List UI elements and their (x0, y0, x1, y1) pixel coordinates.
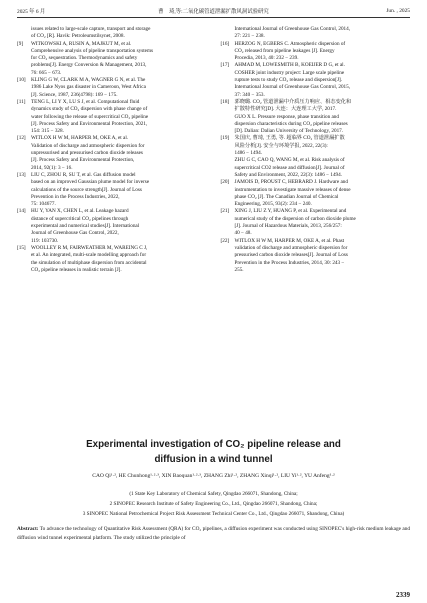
reference-line: WITLOX H W M, HARPER M, OKE A, et al. Phast (234, 237, 345, 244)
header-date: 2025 年 6 月 (17, 9, 46, 15)
reference-line: CO₂ released from pipeline leakages [J]. Energy (234, 47, 335, 54)
reference-line: Validation of discharge and atmospheric dispersion for (31, 142, 145, 149)
reference-line: for CO₂ sequestration. Thermodynamics and safety (31, 55, 138, 62)
reference-line: AHMAD M, LOWESMITH B, KOEIJER D G, et al. (234, 62, 345, 69)
article-title (0, 437, 427, 467)
reference-entry (221, 62, 411, 98)
reference-line: the simulation of multiphase dispersion from accidental (31, 259, 147, 266)
reference-line: Journal of Greenhouse Gas Control, 2022, (31, 230, 119, 237)
reference-number: [16] (220, 40, 230, 47)
reference-text (235, 238, 411, 274)
reference-line: International Journal of Greenhouse Gas Control, 2014, (234, 26, 351, 32)
reference-text (31, 245, 207, 274)
reference-line: 37: 340 − 353. (234, 91, 265, 98)
reference-line: water following the release of supercritical CO₂ pipeline (31, 113, 149, 120)
reference-line: 40 − 48. (234, 230, 252, 237)
reference-text (235, 135, 411, 179)
reference-line: COSHER joint industry project: Large scale pipeline (234, 69, 345, 76)
reference-line: WITLOX H W M, HARPER M, OKE A, et al. (31, 135, 129, 142)
reference-line: phase CO₂ [J]. The Canadian Journal of Chemical (234, 193, 339, 200)
reference-line: JAMOIS D, PROUST C, HEBRARD J. Hardware and (234, 179, 348, 186)
reference-line: GUO X L. Pressure response, phase transition and (234, 113, 339, 120)
reference-line: International Journal of Greenhouse Gas Control, 2015, (234, 84, 351, 91)
page-number: 2339 (396, 591, 410, 599)
abstract-text: To advance the technology of Quantitative Risk Assessment (QRA) for CO₂ pipelines, a diffusion experiment was conducted using SINOPEC's high-risk medium leakage and diffusion wind tunnel experimental platform. The study utilized the principle of (17, 526, 410, 541)
header-date-en: Jun. , 2025 (386, 8, 410, 14)
abstract-label: Abstract: (17, 526, 39, 532)
reference-number: [22] (220, 237, 230, 244)
reference-entry (221, 135, 411, 179)
reference-line: dynamics study of CO₂ dispersion with phase change of (31, 106, 148, 113)
reference-text (31, 26, 207, 41)
reference-line: dispersion characteristics during CO₂ pipeline releases (234, 120, 348, 127)
references-section (17, 26, 410, 274)
reference-entry (17, 26, 207, 41)
reference-line: [J]. Process Safety and Environmental Protection, 2021, (31, 120, 148, 127)
reference-number: [17] (220, 62, 230, 69)
reference-number: [15] (17, 244, 26, 251)
reference-line: Engineering, 2015, 93(2): 234 − 240. (234, 201, 312, 208)
reference-line: 119: 103730. (31, 237, 59, 244)
reference-line: [J]. Science, 1987, 236(4798): 169 − 175. (31, 91, 118, 98)
reference-entry (17, 172, 207, 208)
reference-line: 255. (234, 266, 244, 273)
affiliation-2: 2 SINOPEC Research Institute of Safety Engineering Co., Ltd., Qingdao 266071, Shandong, China; (109, 501, 318, 507)
reference-line: numerical study of the dispersion of carbon dioxide plume (234, 215, 356, 222)
affiliation-1: (1 State Key Laboratory of Chemical Safety, Qingdao 266071, Shandong, China; (129, 491, 298, 497)
reference-entry (221, 208, 411, 237)
reference-line: CO₂ pipeline releases in realistic terrain [J]. (31, 266, 122, 273)
reference-number: [19] (220, 135, 230, 142)
reference-text (235, 26, 411, 41)
abstract (17, 525, 410, 542)
reference-text (235, 62, 411, 98)
author-list: CAO Qi¹·², HE Chunhong¹·²·³, XIN Baoquan¹·²·³, ZHANG Zhi¹·², ZHANG Xinqi¹·², LIU Yi¹·², YU Anfeng¹·² (92, 473, 335, 479)
reference-line: problems[J]. Energy Conversion & Management, 2013, (31, 62, 147, 69)
reference-number: [21] (220, 208, 230, 215)
reference-number: [13] (17, 171, 26, 178)
running-header (17, 5, 410, 18)
reference-entry (17, 41, 207, 77)
reference-line: Prevention in the Process Industries, 2022, (31, 193, 120, 200)
reference-text (235, 208, 411, 237)
reference-line: 1986 Lake Nyos gas disaster in Cameroon, West Africa (31, 84, 146, 91)
reference-line: calculations of the source strength[J]. Journal of Loss (31, 186, 142, 193)
reference-line: of CO₂ [R]. Havik: Petroleumstilsynet, 2008. (31, 33, 125, 40)
reference-number (221, 26, 235, 41)
reference-number: [11] (17, 98, 26, 105)
reference-entry (221, 26, 411, 41)
references-right-column (221, 26, 411, 274)
reference-line: 1486 − 1494. (234, 150, 263, 157)
reference-text (31, 208, 207, 244)
reference-line: [J]. Journal of Hazardous Materials, 2013, 256/257: (234, 223, 342, 230)
reference-line: 郭晓璐. CO₂ 管道泄漏中介质压力响应、相态变化和 (234, 98, 352, 105)
reference-line: WITKOWSKI A, RUSIN A, MAJKUT M, et al. (31, 40, 132, 47)
reference-text (31, 135, 207, 171)
reference-line: instrumentation to investigate massive releases of dense (234, 186, 351, 193)
reference-line: HU Y, YAN X, CHEN L, et al. Leakage hazard (31, 208, 129, 215)
reference-line: 75: 104677. (31, 201, 56, 208)
reference-number: [20] (220, 179, 230, 186)
references-left-column (17, 26, 207, 274)
reference-entry (221, 179, 411, 208)
reference-line: 27: 221 − 238. (234, 33, 265, 40)
reference-line: experimental and numerical studies[J]. International (31, 223, 140, 230)
reference-line: Prevention in the Process Industries, 2014, 30: 243 − (234, 259, 345, 266)
reference-number (17, 26, 31, 41)
reference-line: unpressurised and pressurised carbon dioxide releases (31, 150, 143, 157)
reference-text (235, 99, 411, 135)
reference-line: Procedia, 2013, 40: 232 − 239. (234, 55, 299, 62)
reference-line: issues related to large-scale capture, transport and storage (31, 26, 151, 32)
reference-text (31, 41, 207, 77)
reference-text (31, 77, 207, 99)
reference-line: 154: 315 − 328. (31, 128, 64, 135)
reference-entry (17, 77, 207, 99)
reference-number: [12] (17, 135, 26, 142)
reference-text (235, 179, 411, 208)
reference-line: [J]. Process Safety and Environmental Protection, (31, 157, 135, 164)
reference-line: validation of discharge and atmospheric dispersion for (234, 244, 348, 251)
reference-line: 2014, 92(1): 3 − 16. (31, 164, 73, 171)
reference-entry (17, 99, 207, 135)
reference-line: 76: 665 − 673. (31, 69, 62, 76)
reference-line: KLING G W, CLARK M A, WAGNER G N, et al. The (31, 77, 146, 84)
reference-line: WOOLLEY R M, FAIRWEATHER M, WAREING C J, (31, 244, 148, 251)
reference-line: supercritical CO2 release and diffusion[J]. Journal of (234, 164, 345, 171)
reference-line: ZHU G C, CAO Q, WANG M, et al. Risk analysis of (234, 157, 345, 164)
reference-line: based on an improved Gaussian plume model for inverse (31, 179, 150, 186)
reference-number: [9] (17, 40, 24, 47)
title-line-2: diffusion in a wind tunnel (154, 454, 273, 465)
reference-number: [18] (220, 98, 230, 105)
reference-text (31, 172, 207, 208)
reference-entry (221, 238, 411, 274)
reference-line: 扩散特性研究[D]. 大连：大连理工大学, 2017. (234, 106, 337, 113)
reference-line: Comprehensive analysis of pipeline transportation systems (31, 47, 154, 54)
reference-number: [14] (17, 208, 26, 215)
reference-entry (17, 245, 207, 274)
reference-entry (221, 41, 411, 63)
reference-line: [D]. Dalian: Dalian University of Technology, 2017. (234, 128, 344, 135)
reference-line: Safety and Environment, 2022, 22(3): 1486 − 1494. (234, 171, 343, 178)
reference-line: TENG L, LI Y X, LU S J, et al. Computational fluid (31, 98, 140, 105)
header-title: 曹 琦,等:二氧化碳管道泄漏扩散风洞试验研究 (158, 9, 269, 15)
reference-entry (221, 99, 411, 135)
reference-line: pressurised carbon dioxide releases[J]. Journal of Loss (234, 252, 348, 259)
affiliation-3: 3 SINOPEC National Petrochemical Project Risk Assessment Technical Center Co., Ltd., Qingdao 266071, Shandong, China) (82, 511, 345, 517)
title-line-1: Experimental investigation of CO₂ pipeline release and (86, 439, 341, 450)
reference-line: XING J, LIU Z Y, HUANG P, et al. Experimental and (234, 208, 347, 215)
reference-line: 风险分析[J]. 安全与环境学报, 2022, 22(3): (234, 142, 328, 149)
reference-line: distance of supercritical CO₂ pipelines through (31, 215, 129, 222)
reference-entry (17, 208, 207, 244)
reference-line: LIU C, ZHOU R, SU T, et al. Gas diffusion model (31, 171, 136, 178)
reference-text (31, 99, 207, 135)
reference-entry (17, 135, 207, 171)
affiliations (0, 489, 427, 519)
reference-line: rupture tests to study CO₂ release and dispersion[J]. (234, 77, 343, 84)
reference-line: HERZOG N, EGBERS C. Atmospheric dispersion of (234, 40, 346, 47)
reference-line: et al. An integrated, multi-scale modelling approach for (31, 252, 147, 259)
reference-line: 朱国庆, 曹琦, 王勇, 等. 超临界 CO₂ 管道泄漏扩散 (234, 135, 345, 142)
reference-number: [10] (17, 77, 26, 84)
reference-text (235, 41, 411, 63)
